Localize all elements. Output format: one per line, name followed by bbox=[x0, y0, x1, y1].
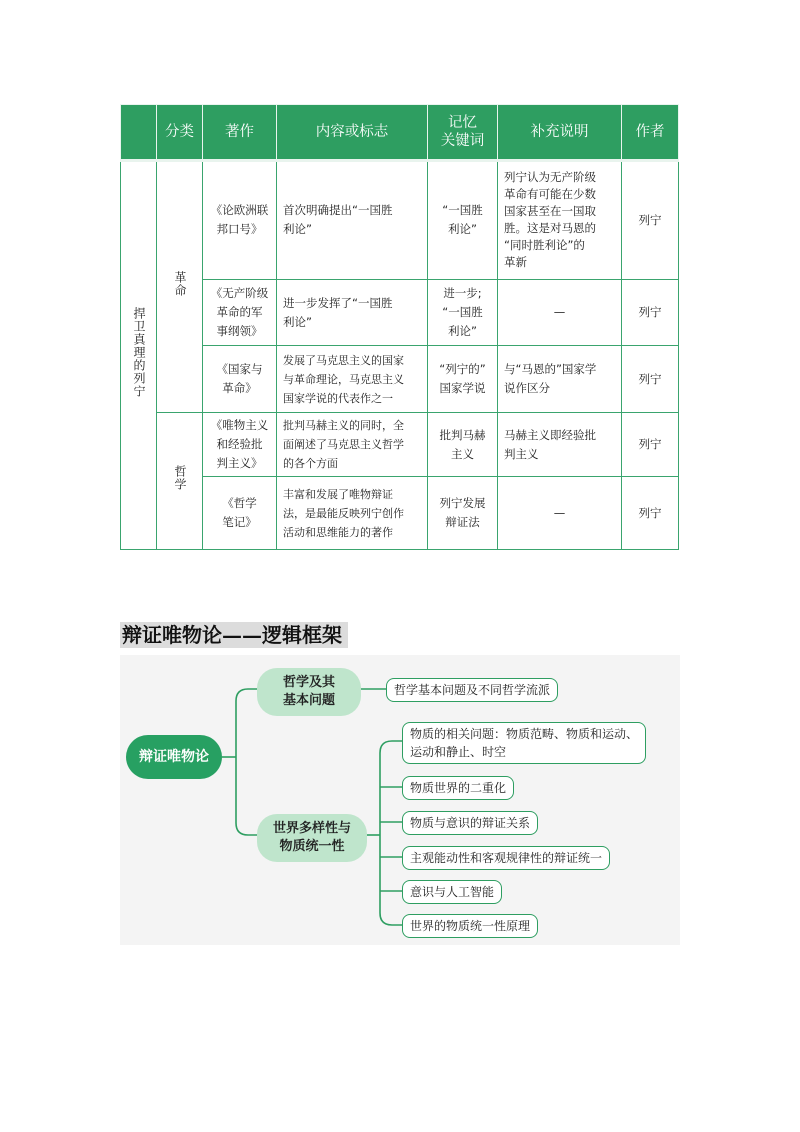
category-cell-philosophy bbox=[157, 412, 203, 549]
work-cell: 《无产阶级 革命的军 事纲领》 bbox=[203, 279, 277, 346]
work-cell: 《论欧洲联 邦口号》 bbox=[203, 161, 277, 280]
leaf-matter-consciousness: 物质与意识的辩证关系 bbox=[402, 811, 538, 835]
branch-world-unity: 世界多样性与 物质统一性 bbox=[257, 814, 367, 862]
mind-map bbox=[120, 655, 680, 945]
content-cell: 进一步发挥了“一国胜 利论” bbox=[277, 279, 428, 346]
works-table-panel bbox=[120, 104, 678, 550]
note-cell: 与“马恩的”国家学 说作区分 bbox=[498, 346, 622, 413]
table-header-row bbox=[121, 105, 679, 161]
header-author: 作者 bbox=[622, 105, 679, 161]
connector-branch-2 bbox=[236, 757, 257, 835]
header-blank bbox=[121, 105, 157, 161]
header-category: 分类 bbox=[157, 105, 203, 161]
table-row bbox=[121, 279, 679, 346]
note-cell: 列宁认为无产阶级 革命有可能在少数 国家甚至在一国取 胜。这是对马恩的 “同时胜利论”的 革新 bbox=[498, 161, 622, 280]
content-cell: 首次明确提出“一国胜 利论” bbox=[277, 161, 428, 280]
leaf-subjective-objective: 主观能动性和客观规律性的辩证统一 bbox=[402, 846, 610, 870]
mind-map-root: 辩证唯物论 bbox=[126, 735, 222, 779]
category-cell-revolution bbox=[157, 161, 203, 413]
connector-trunk-2 bbox=[380, 753, 402, 925]
leaf-philosophy-schools: 哲学基本问题及不同哲学流派 bbox=[386, 678, 558, 702]
leaf-matter-questions: 物质的相关问题：物质范畴、物质和运动、 运动和静止、时空 bbox=[402, 722, 646, 764]
keyword-cell: “列宁的” 国家学说 bbox=[428, 346, 498, 413]
content-cell: 批判马赫主义的同时，全 面阐述了马克思主义哲学 的各个方面 bbox=[277, 412, 428, 476]
table-row bbox=[121, 412, 679, 476]
author-cell: 列宁 bbox=[622, 412, 679, 476]
author-cell: 列宁 bbox=[622, 346, 679, 413]
lenin-works-table bbox=[120, 104, 679, 550]
table-row bbox=[121, 161, 679, 280]
author-cell: 列宁 bbox=[622, 477, 679, 550]
work-cell: 《哲学 笔记》 bbox=[203, 477, 277, 550]
header-keyword: 记忆 关键词 bbox=[428, 105, 498, 161]
keyword-cell: 进一步; “一国胜 利论” bbox=[428, 279, 498, 346]
note-cell: 马赫主义即经验批 判主义 bbox=[498, 412, 622, 476]
section-heading: 辩证唯物论——逻辑框架 bbox=[120, 622, 348, 648]
header-content: 内容或标志 bbox=[277, 105, 428, 161]
leaf-consciousness-ai: 意识与人工智能 bbox=[402, 880, 502, 904]
note-cell: — bbox=[498, 279, 622, 346]
content-cell: 发展了马克思主义的国家 与革命理论，马克思主义 国家学说的代表作之一 bbox=[277, 346, 428, 413]
leaf-world-duality: 物质世界的二重化 bbox=[402, 776, 514, 800]
work-cell: 《唯物主义 和经验批 判主义》 bbox=[203, 412, 277, 476]
connector-leaf-2-1 bbox=[380, 741, 402, 753]
keyword-cell: 列宁发展 辩证法 bbox=[428, 477, 498, 550]
leaf-material-unity-principle: 世界的物质统一性原理 bbox=[402, 914, 538, 938]
table-row bbox=[121, 477, 679, 550]
header-work: 著作 bbox=[203, 105, 277, 161]
side-label: 捍卫真理的列宁 bbox=[132, 307, 146, 398]
category-label: 革命 bbox=[173, 270, 187, 297]
branch-philosophy-basic-question: 哲学及其 基本问题 bbox=[257, 668, 361, 716]
keyword-cell: “一国胜 利论” bbox=[428, 161, 498, 280]
category-label: 哲学 bbox=[173, 464, 187, 491]
header-note: 补充说明 bbox=[498, 105, 622, 161]
keyword-cell: 批判马赫 主义 bbox=[428, 412, 498, 476]
side-label-cell bbox=[121, 161, 157, 550]
table-row bbox=[121, 346, 679, 413]
content-cell: 丰富和发展了唯物辩证 法，是最能反映列宁创作 活动和思维能力的著作 bbox=[277, 477, 428, 550]
work-cell: 《国家与 革命》 bbox=[203, 346, 277, 413]
note-cell: — bbox=[498, 477, 622, 550]
author-cell: 列宁 bbox=[622, 161, 679, 280]
author-cell: 列宁 bbox=[622, 279, 679, 346]
connector-branch-1 bbox=[236, 689, 257, 757]
